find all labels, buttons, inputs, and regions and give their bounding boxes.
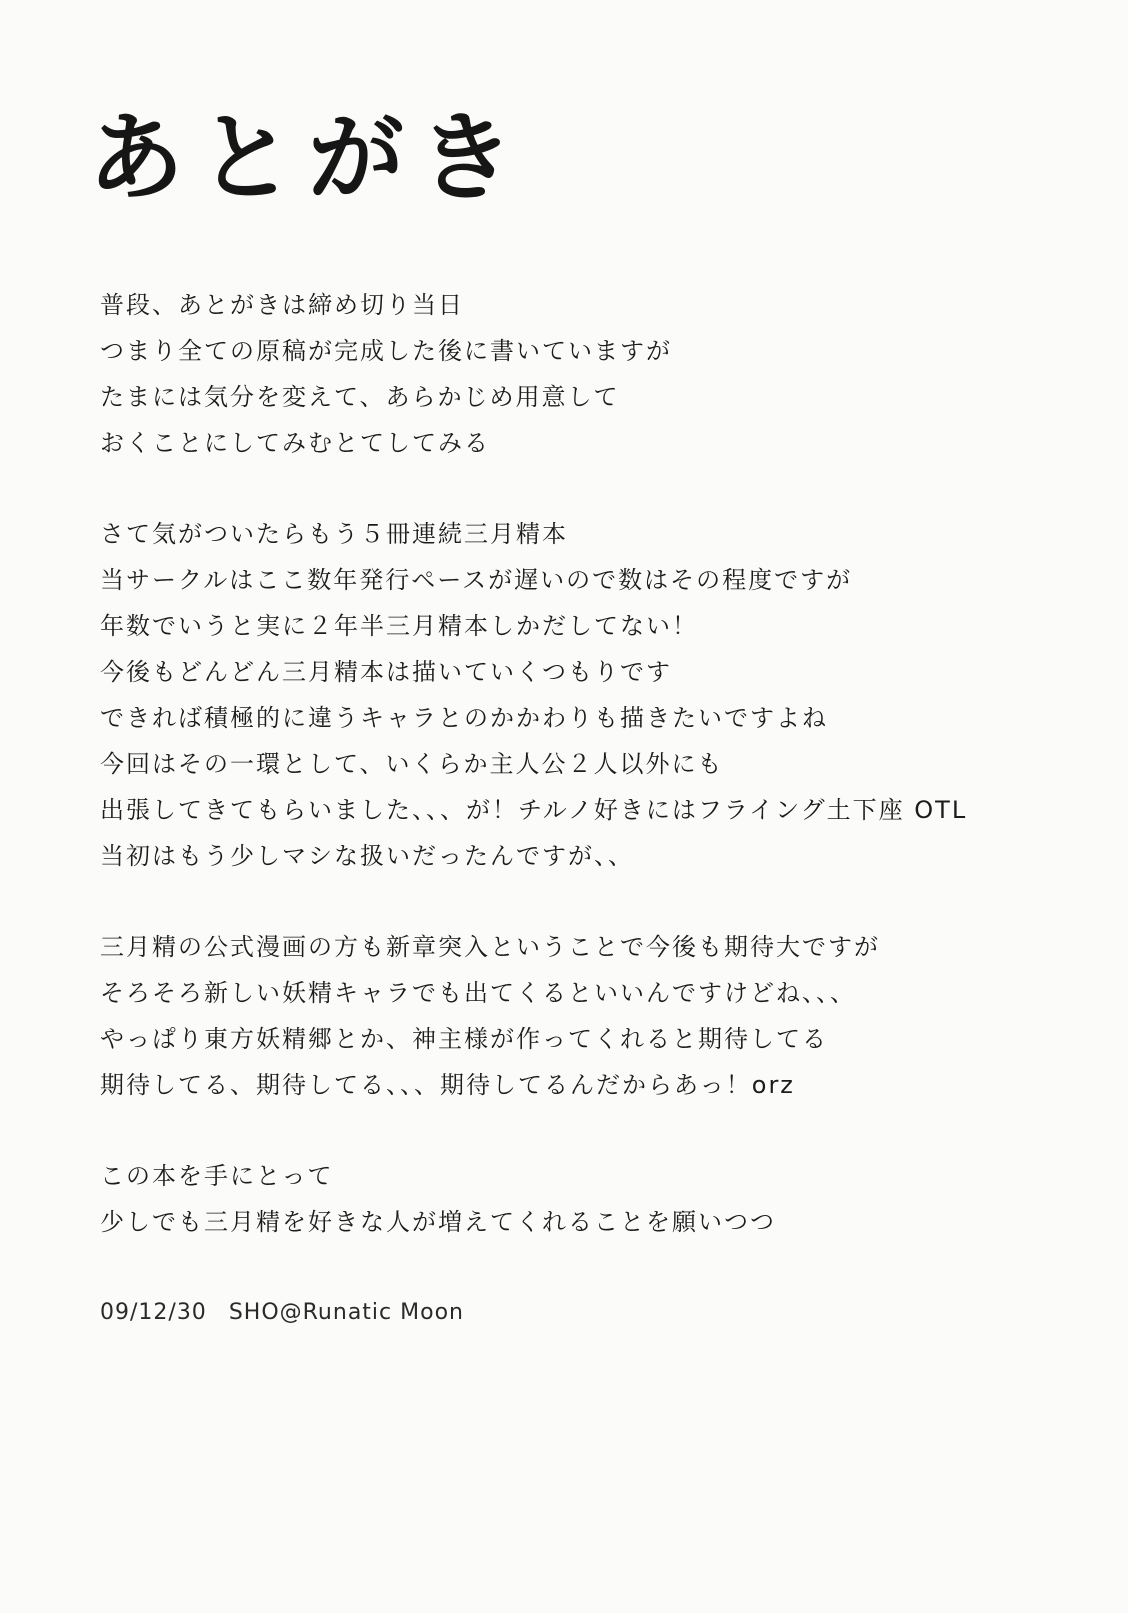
text-line: 少しでも三月精を好きな人が増えてくれることを願いつつ bbox=[100, 1208, 776, 1236]
text-line: 普段、あとがきは締め切り当日 bbox=[100, 291, 464, 319]
text-line: たまには気分を変えて、あらかじめ用意して bbox=[100, 383, 620, 411]
text-line: 今回はその一環として、いくらか主人公２人以外にも bbox=[100, 750, 724, 778]
paragraph-3 bbox=[100, 924, 1000, 1108]
text-line: 三月精の公式漫画の方も新章突入ということで今後も期待大ですが bbox=[100, 933, 880, 961]
text-line: おくことにしてみむとてしてみる bbox=[100, 429, 490, 457]
signature bbox=[100, 1290, 1000, 1336]
text-line: やっぱり東方妖精郷とか、神主様が作ってくれると期待してる bbox=[100, 1025, 828, 1053]
paragraph-4 bbox=[100, 1153, 1000, 1245]
text-line: 出張してきてもらいました、、、が！チルノ好きにはフライング土下座 OTL bbox=[100, 796, 968, 824]
text-line: 期待してる、期待してる、、、期待してるんだからあっ！orz bbox=[100, 1071, 795, 1099]
text-line: さて気がついたらもう５冊連続三月精本 bbox=[100, 520, 568, 548]
text-line: そろそろ新しい妖精キャラでも出てくるといいんですけどね、、、 bbox=[100, 979, 856, 1007]
text-line: 年数でいうと実に２年半三月精本しかだしてない！ bbox=[100, 612, 698, 640]
text-line: できれば積極的に違うキャラとのかかわりも描きたいですよね bbox=[100, 704, 828, 732]
signature-author: SHO@Runatic Moon bbox=[228, 1300, 464, 1325]
text-line: つまり全ての原稿が完成した後に書いていますが bbox=[100, 337, 672, 365]
text-line: 当初はもう少しマシな扱いだったんですが、、 bbox=[100, 842, 634, 870]
page-title: あとがき bbox=[88, 102, 528, 214]
paragraph-2 bbox=[100, 511, 1000, 879]
text-line: この本を手にとって bbox=[100, 1162, 334, 1190]
afterword-body bbox=[100, 282, 1000, 1336]
signature-date: 09/12/30 bbox=[100, 1300, 207, 1325]
text-line: 当サークルはここ数年発行ペースが遅いので数はその程度ですが bbox=[100, 566, 853, 594]
paragraph-1 bbox=[100, 282, 1000, 466]
text-line: 今後もどんどん三月精本は描いていくつもりです bbox=[100, 658, 672, 686]
